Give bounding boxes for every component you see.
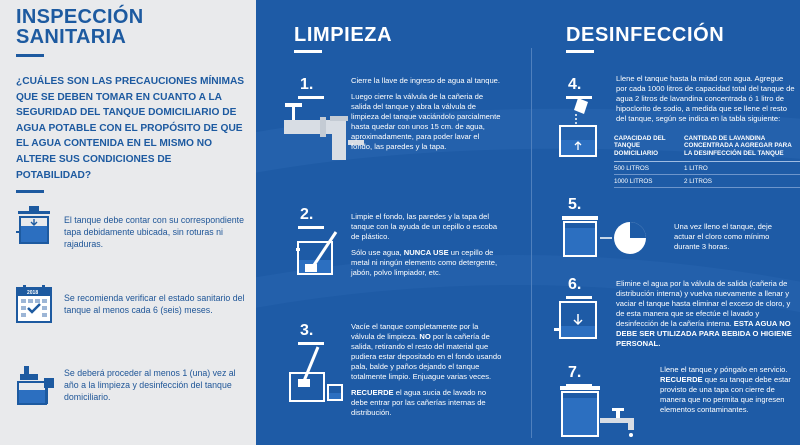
step-5-text: Una vez lleno el tanque, deje actuar el cloro como mínimo durante 3 horas. [674, 222, 772, 251]
limpieza-heading: LIMPIEZA [294, 24, 393, 46]
left-panel [0, 0, 256, 445]
pour-bleach-tank-icon [552, 96, 604, 160]
calendar-year: 2018 [27, 290, 39, 296]
drain-tank-icon [552, 298, 604, 342]
table-header-bleach: CANTIDAD DE LAVANDINA CONCENTRADA A AGREGAR PARA LA DESINFECCIÓN DEL TANQUE [684, 133, 800, 162]
question-underline [16, 190, 44, 193]
step-4-text: Llene el tanque hasta la mitad con agua. Agregue por cada 1000 litros de capacidad total del tanque de agua 2 litros de lavandina concentrada ó 1 litro de hipoclorito de sodio, a medida que se llene el resto del tanque, según se indica en la tabla siguiente: [616, 74, 795, 123]
tank-with-lid-icon [14, 205, 54, 247]
step-2-text: Limpie el fondo, las paredes y la tapa del tanque con la ayuda de un cepillo o escoba de plástico. Sólo use agua, NUNCA USE un cepillo de metal ni ningún elemento como detergente, jabón, polvo limpiador, etc. [351, 212, 498, 277]
step-3-text: Vacíe el tanque completamente por la válvula de limpieza. NO por la cañería de salida, retirando el resto del material que pudiera estar depositado en el fondo usando pala, balde y paños dejando el tanque totalmente limpio. Enjuague varias veces. RECUERDE el agua sucia de lavado no debe entrar por las cañerías internas de distribución. [351, 322, 502, 417]
step-1-number: 1. [300, 76, 314, 93]
step-7-text: Llene el tanque y póngalo en servicio. RECUERDE que su tanque debe estar provisto de una tapa con cierre de manera que no permita que ingresen elementos contaminantes. [660, 365, 791, 414]
bleach-table [614, 133, 800, 188]
step-6-number: 6. [568, 276, 582, 293]
step-3-number: 3. [300, 322, 314, 339]
column-divider [531, 48, 532, 438]
brush-tank-icon [296, 228, 344, 278]
intro-question: ¿CUÁLES SON LAS PRECAUCIONES MÍNIMAS QUE SE DEBEN TOMAR EN CUANTO A LA SEGURIDAD DEL TANQUE DOMICILIARIO DE AGUA POTABLE CON EL PROPÓSITO DE QUE EL AGUA CONTENIDA EN EL MISMO NO ALTERE SUS CONDICIONES DE POTABILIDAD? [16, 76, 245, 181]
title-underline [16, 54, 44, 57]
shovel-bucket-icon [288, 345, 344, 405]
step-4-number: 4. [568, 76, 582, 93]
table-row: 500 LITROS 1 LITRO [614, 162, 800, 175]
step-6-text: Elimine el agua por la válvula de salida (cañeria de distribución interna) y vuelva nuevamente a llenar y vaciar el tanque hasta eliminar el exceso de cloro, y de esta manera que se efectúe el lavado y desinfección de la cañería interna. ESTA AGUA NO DEBE SER UTILIZADA PARA BEBIDA O HIGIENE PERSONAL. [616, 279, 792, 348]
tank-clock-icon [558, 214, 668, 260]
step-7-number: 7. [568, 364, 582, 381]
tank-faucet-icon [552, 380, 652, 442]
page-title: INSPECCIÓN SANITARIA [16, 6, 144, 48]
table-header-capacity: CAPACIDAD DEL TANQUE DOMICILIARIO [614, 133, 684, 162]
tip-tank-lid: El tanque debe contar con su correspondiente tapa debidamente ubicada, sin roturas ni rajaduras. [64, 215, 244, 250]
desinfeccion-underline [566, 50, 594, 53]
tip-annual-cleaning: Se deberá proceder al menos 1 (una) vez al año a la limpieza y desinfección del tanque domiciliario. [64, 368, 236, 403]
desinfeccion-heading: DESINFECCIÓN [566, 24, 725, 46]
limpieza-underline [294, 50, 322, 53]
cleaning-tank-icon [14, 364, 58, 408]
step-1-text: Cierre la llave de ingreso de agua al tanque. Luego cierre la válvula de la cañeria de salida del tanque y abra la válvula de limpieza del tanque vaciándolo parcialmente hasta quedar con unos 15 cm. de agua, aproximadamente, para poder lavar el fondo, las paredes y la tapa. [351, 76, 501, 151]
instructions-panel [256, 0, 800, 445]
table-row: 1000 LITROS 2 LITROS [614, 175, 800, 188]
step-2-number: 2. [300, 206, 314, 223]
step-1-underline [298, 96, 324, 99]
step-5-number: 5. [568, 196, 582, 213]
tip-inspection-frequency: Se recomienda verificar el estado sanitario del tanque al menos cada 6 (seis) meses. [64, 293, 245, 316]
